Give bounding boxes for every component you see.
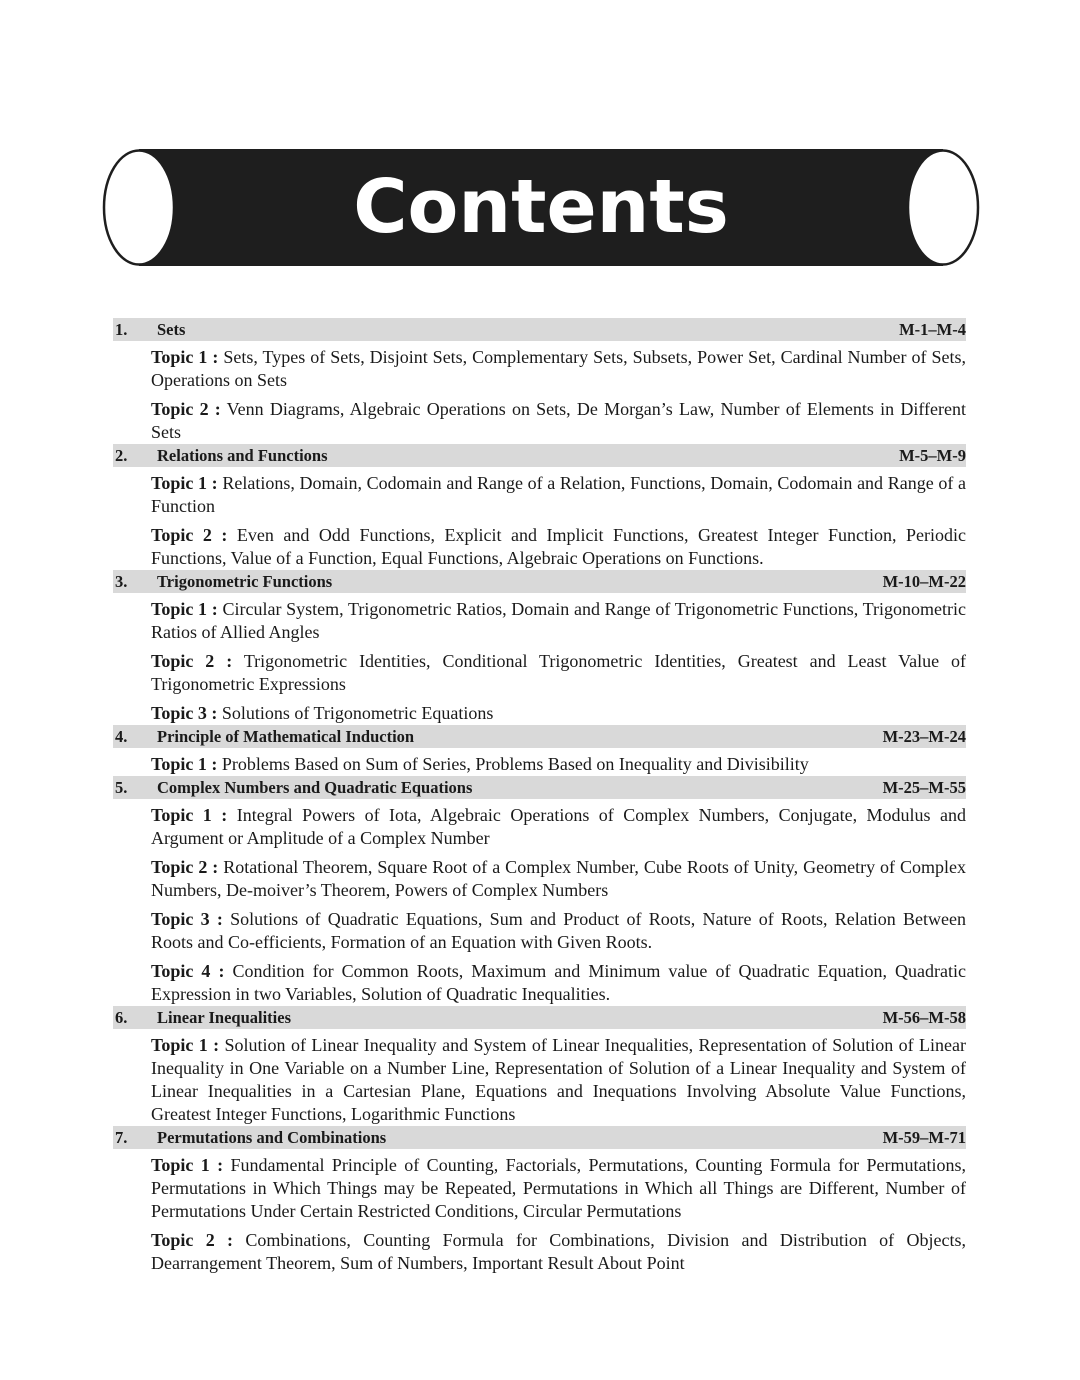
chapter-page-range: M-25–M-55	[882, 778, 966, 797]
topic-description: Trigonometric Identities, Conditional Trigonometric Identities, Greatest and Least Value of Trigonometric Expressions	[151, 651, 966, 694]
chapter-page-range: M-56–M-58	[882, 1008, 966, 1027]
chapter-entry	[113, 776, 966, 1006]
contents-banner	[101, 147, 981, 269]
chapter-number: 6.	[115, 1008, 128, 1027]
topic-entry	[151, 598, 966, 644]
chapter-page-range: M-10–M-22	[882, 572, 966, 591]
topic-entry	[151, 804, 966, 850]
topic-description: Condition for Common Roots, Maximum and Minimum value of Quadratic Equation, Quadratic Expression in two Variables, Solution of Quadratic Inequalities.	[151, 961, 967, 1004]
topic-entry	[151, 702, 966, 725]
topic-description: Rotational Theorem, Square Root of a Complex Number, Cube Roots of Unity, Geometry of Complex Numbers, De-moiver’s Theorem, Powers of Complex Numbers	[151, 857, 966, 900]
topic-entry	[151, 398, 966, 444]
chapter-number: 3.	[115, 572, 128, 591]
chapter-entry	[113, 444, 966, 570]
topic-entry	[151, 1154, 966, 1223]
chapter-entry	[113, 1006, 966, 1126]
chapter-title: Linear Inequalities	[157, 1008, 292, 1027]
topic-entry	[151, 908, 966, 954]
topic-description: Even and Odd Functions, Explicit and Implicit Functions, Greatest Integer Function, Periodic Functions, Value of a Function, Equal Functions, Algebraic Operations on Functions.	[151, 525, 967, 568]
chapter-heading[interactable]	[113, 1126, 966, 1149]
chapter-page-range: M-23–M-24	[882, 727, 966, 746]
topic-description: Circular System, Trigonometric Ratios, Domain and Range of Trigonometric Functions, Trigonometric Ratios of Allied Angles	[151, 599, 966, 642]
chapter-title: Principle of Mathematical Induction	[157, 727, 415, 746]
topic-label: Topic 1 :	[151, 347, 219, 367]
topic-description: Fundamental Principle of Counting, Factorials, Permutations, Counting Formula for Permutations, Permutations in Which Things may be Repeated, Permutations in Which all Things are Different, Number of Permutations Under Certain Restricted Conditions, Circular Permutations	[151, 1155, 967, 1221]
table-of-contents	[113, 318, 966, 1275]
topic-entry	[151, 753, 966, 776]
chapter-number: 2.	[115, 446, 128, 465]
chapter-page-range: M-1–M-4	[899, 320, 966, 339]
chapter-heading[interactable]	[113, 1006, 966, 1029]
topic-label: Topic 3 :	[151, 703, 218, 723]
topic-label: Topic 2 :	[151, 857, 219, 877]
chapter-heading[interactable]	[113, 776, 966, 799]
topic-label: Topic 1 :	[151, 473, 218, 493]
topic-label: Topic 2 :	[151, 651, 233, 671]
topic-entry	[151, 856, 966, 902]
topic-description: Relations, Domain, Codomain and Range of a Relation, Functions, Domain, Codomain and Range of a Function	[151, 473, 967, 516]
topic-label: Topic 1 :	[151, 754, 218, 774]
topic-entry	[151, 960, 966, 1006]
topic-label: Topic 2 :	[151, 525, 228, 545]
chapter-number: 7.	[115, 1128, 128, 1147]
chapter-page-range: M-5–M-9	[899, 446, 966, 465]
chapter-title: Relations and Functions	[157, 446, 328, 465]
topic-entry	[151, 1034, 966, 1126]
topic-entry	[151, 1229, 966, 1275]
topic-entry	[151, 524, 966, 570]
chapter-title: Sets	[157, 320, 186, 339]
topic-label: Topic 2 :	[151, 1230, 234, 1250]
topic-label: Topic 1 :	[151, 599, 218, 619]
chapter-heading[interactable]	[113, 570, 966, 593]
topic-description: Solutions of Trigonometric Equations	[221, 703, 494, 723]
chapter-number: 5.	[115, 778, 128, 797]
topic-label: Topic 1 :	[151, 1035, 220, 1055]
topic-label: Topic 4 :	[151, 961, 225, 981]
topic-entry	[151, 472, 966, 518]
chapter-entry	[113, 318, 966, 444]
chapter-title: Permutations and Combinations	[157, 1128, 387, 1147]
topic-label: Topic 1 :	[151, 805, 228, 825]
chapter-title: Trigonometric Functions	[157, 572, 333, 591]
chapter-entry	[113, 570, 966, 725]
chapter-number: 4.	[115, 727, 128, 746]
topic-description: Integral Powers of Iota, Algebraic Operations of Complex Numbers, Conjugate, Modulus and Argument or Amplitude of a Complex Number	[151, 805, 966, 848]
chapter-heading[interactable]	[113, 444, 966, 467]
topic-label: Topic 3 :	[151, 909, 223, 929]
topic-description: Problems Based on Sum of Series, Problems Based on Inequality and Divisibility	[221, 754, 809, 774]
topic-entry	[151, 346, 966, 392]
chapter-heading[interactable]	[113, 318, 966, 341]
chapter-entry	[113, 1126, 966, 1275]
chapter-title: Complex Numbers and Quadratic Equations	[157, 778, 473, 797]
chapter-heading[interactable]	[113, 725, 966, 748]
chapter-entry	[113, 725, 966, 776]
topic-description: Solution of Linear Inequality and System of Linear Inequalities, Representation of Solution of Linear Inequality in One Variable on a Number Line, Representation of Solution of a Linear Inequality and System of Linear Inequalities in a Cartesian Plane, Equations and Inequations Involving Absolute Value Functions, Greatest Integer Functions, Logarithmic Functions	[151, 1035, 966, 1124]
chapter-number: 1.	[115, 320, 128, 339]
topic-description: Sets, Types of Sets, Disjoint Sets, Complementary Sets, Subsets, Power Set, Cardinal Number of Sets, Operations on Sets	[151, 347, 967, 390]
page-title: Contents	[353, 164, 729, 250]
chapter-page-range: M-59–M-71	[882, 1128, 966, 1147]
topic-description: Combinations, Counting Formula for Combinations, Division and Distribution of Objects, Dearrangement Theorem, Sum of Numbers, Important Result About Point	[151, 1230, 967, 1273]
topic-label: Topic 2 :	[151, 399, 221, 419]
topic-entry	[151, 650, 966, 696]
topic-description: Venn Diagrams, Algebraic Operations on Sets, De Morgan’s Law, Number of Elements in Different Sets	[151, 399, 966, 442]
topic-description: Solutions of Quadratic Equations, Sum and Product of Roots, Nature of Roots, Relation Between Roots and Co-efficients, Formation of an Equation with Given Roots.	[151, 909, 966, 952]
topic-label: Topic 1 :	[151, 1155, 224, 1175]
